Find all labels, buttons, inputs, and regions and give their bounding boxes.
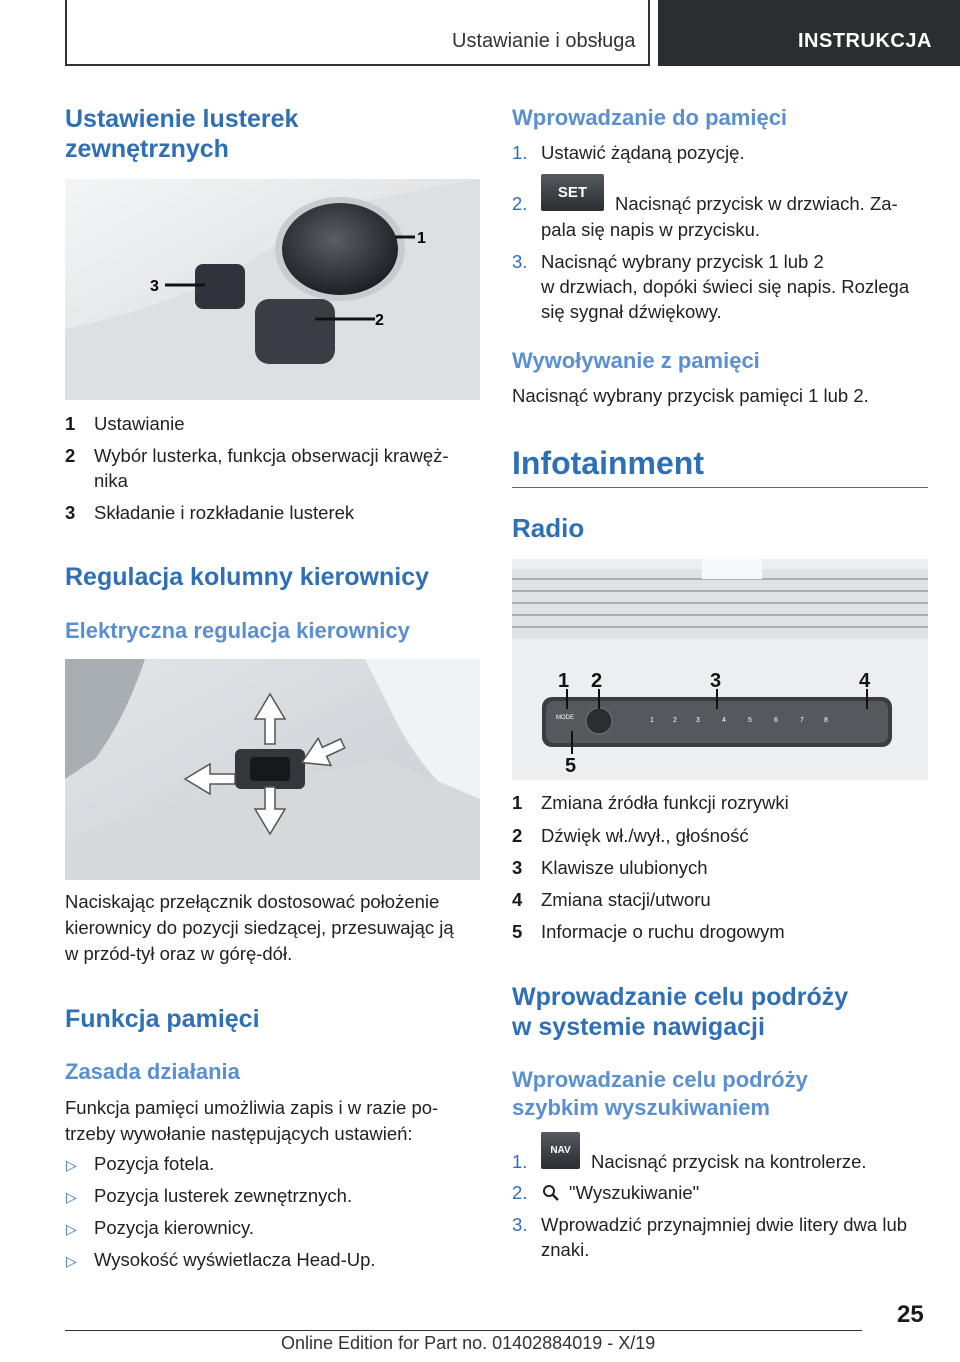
radio-btn-label: 1 <box>650 717 654 724</box>
steering-title: Regulacja kolumny kierownicy <box>65 563 430 591</box>
header-tab-label: INSTRUKCJA <box>798 30 932 52</box>
header-tab[interactable] <box>658 0 960 66</box>
memory-list-item: Wysokość wyświetlacza Head-Up. <box>94 1249 376 1270</box>
nav-button-icon: NAV <box>541 1132 580 1169</box>
mirror-item-text: nika <box>94 470 128 491</box>
bullet-triangle-icon: ▷ <box>66 1157 77 1173</box>
mirror-callout-3: 3 <box>150 278 159 295</box>
memory-subtitle: Zasada działania <box>65 1059 240 1084</box>
radio-btn-label: 8 <box>824 717 828 724</box>
mirror-callout-1: 1 <box>417 230 426 247</box>
radio-callout-3: 3 <box>710 670 722 692</box>
mirror-item-num: 3 <box>65 502 76 523</box>
nav-subtitle-line1: Wprowadzanie celu podróży <box>512 1067 808 1092</box>
store-step-text: w drzwiach, dopóki świeci się napis. Rozlega <box>541 276 910 297</box>
nav-step-num: 2. <box>512 1182 528 1203</box>
bullet-triangle-icon: ▷ <box>66 1189 77 1205</box>
nav-title <box>512 982 848 1042</box>
nav-step-text: "Wyszukiwanie" <box>569 1182 700 1203</box>
footer-edition: Online Edition for Part no. 01402884019 - X/19 <box>281 1333 656 1353</box>
store-step-text: Nacisnąć przycisk w drzwiach. Za‐ <box>615 193 898 214</box>
radio-btn-label: 6 <box>774 717 778 724</box>
nav-subtitle-line2: szybkim wyszukiwaniem <box>512 1095 770 1120</box>
bullet-triangle-icon: ▷ <box>66 1221 77 1237</box>
radio-item-num: 1 <box>512 792 523 813</box>
steering-text-line: Naciskając przełącznik dostosować położenie <box>65 891 440 912</box>
radio-callout-1: 1 <box>558 670 570 692</box>
mirror-callout-2: 2 <box>375 312 384 329</box>
mirror-item-text: Wybór lusterka, funkcja obserwacji krawęż‐ <box>94 445 449 466</box>
mirror-item-text: Składanie i rozkładanie lusterek <box>94 502 355 523</box>
memory-text-line: trzeby wywołanie następujących ustawień: <box>65 1123 413 1144</box>
radio-callout-5: 5 <box>565 755 577 777</box>
search-icon <box>541 1183 561 1203</box>
steering-text-line: kierownicy do pozycji siedzącej, przesuwając ją <box>65 917 454 938</box>
header-section-title: Ustawianie i obsługa <box>452 30 636 52</box>
store-step-text: Nacisnąć wybrany przycisk 1 lub 2 <box>541 251 824 272</box>
recall-text: Nacisnąć wybrany przycisk pamięci 1 lub 2. <box>512 385 869 406</box>
mirror-title <box>65 104 298 164</box>
radio-item-text: Zmiana źródła funkcji rozrywki <box>541 792 789 813</box>
memory-text-line: Funkcja pamięci umożliwia zapis i w razie po‐ <box>65 1097 439 1118</box>
store-step-num: 3. <box>512 251 528 272</box>
nav-title-line1: Wprowadzanie celu podróży <box>512 983 849 1011</box>
radio-btn-label: 3 <box>696 717 700 724</box>
radio-item-text: Klawisze ulubionych <box>541 857 708 878</box>
radio-btn-label: 7 <box>800 717 804 724</box>
store-title: Wprowadzanie do pamięci <box>512 105 788 130</box>
memory-list-item: Pozycja kierownicy. <box>94 1217 255 1238</box>
nav-subtitle <box>512 1066 808 1122</box>
footer-rule <box>65 1330 862 1331</box>
nav-step-text: znaki. <box>541 1239 590 1260</box>
radio-item-num: 2 <box>512 825 523 846</box>
radio-callout-4: 4 <box>859 670 871 692</box>
store-step-num: 2. <box>512 193 528 214</box>
mirror-item-num: 2 <box>65 445 76 466</box>
bullet-triangle-icon: ▷ <box>66 1253 77 1269</box>
nav-step-num: 3. <box>512 1214 528 1235</box>
steering-text-line: w przód-tył oraz w górę-dół. <box>65 943 293 964</box>
radio-item-num: 4 <box>512 889 523 910</box>
radio-item-text: Informacje o ruchu drogowym <box>541 921 785 942</box>
nav-step-text: Wprowadzić przynajmniej dwie litery dwa lub <box>541 1214 908 1235</box>
radio-callout-2: 2 <box>591 670 603 692</box>
radio-item-text: Zmiana stacji/utworu <box>541 889 711 910</box>
radio-btn-label: 5 <box>748 717 752 724</box>
radio-title: Radio <box>512 513 585 543</box>
store-step-text: pala się napis w przycisku. <box>541 219 761 240</box>
recall-title: Wywoływanie z pamięci <box>512 348 760 373</box>
radio-btn-label: MODE <box>556 715 574 721</box>
mirror-item-num: 1 <box>65 413 76 434</box>
memory-title: Funkcja pamięci <box>65 1005 260 1033</box>
set-button-icon: SET <box>541 174 604 211</box>
radio-panel-image <box>512 559 928 780</box>
radio-item-num: 5 <box>512 921 523 942</box>
steering-subtitle: Elektryczna regulacja kierownicy <box>65 618 410 643</box>
radio-item-num: 3 <box>512 857 523 878</box>
store-step-num: 1. <box>512 142 528 163</box>
radio-btn-label: 2 <box>673 717 677 724</box>
steering-adjust-image <box>65 659 480 880</box>
store-step-text: się sygnał dźwiękowy. <box>541 301 722 322</box>
memory-list-item: Pozycja fotela. <box>94 1153 215 1174</box>
radio-btn-label: 4 <box>722 717 726 724</box>
nav-title-line2: w systemie nawigacji <box>512 1013 765 1041</box>
mirror-controls-image <box>65 179 480 400</box>
memory-list-item: Pozycja lusterek zewnętrznych. <box>94 1185 353 1206</box>
nav-step-text: Nacisnąć przycisk na kontrolerze. <box>591 1151 867 1172</box>
mirror-title-line1: Ustawienie lusterek <box>65 105 299 133</box>
mirror-title-line2: zewnętrznych <box>65 135 229 163</box>
store-step-text: Ustawić żądaną pozycję. <box>541 142 745 163</box>
mirror-item-text: Ustawianie <box>94 413 185 434</box>
page-number: 25 <box>897 1301 924 1328</box>
infotainment-title: Infotainment <box>512 445 704 481</box>
nav-step-num: 1. <box>512 1151 528 1172</box>
infotainment-rule <box>512 487 928 488</box>
radio-item-text: Dźwięk wł./wył., głośność <box>541 825 749 846</box>
